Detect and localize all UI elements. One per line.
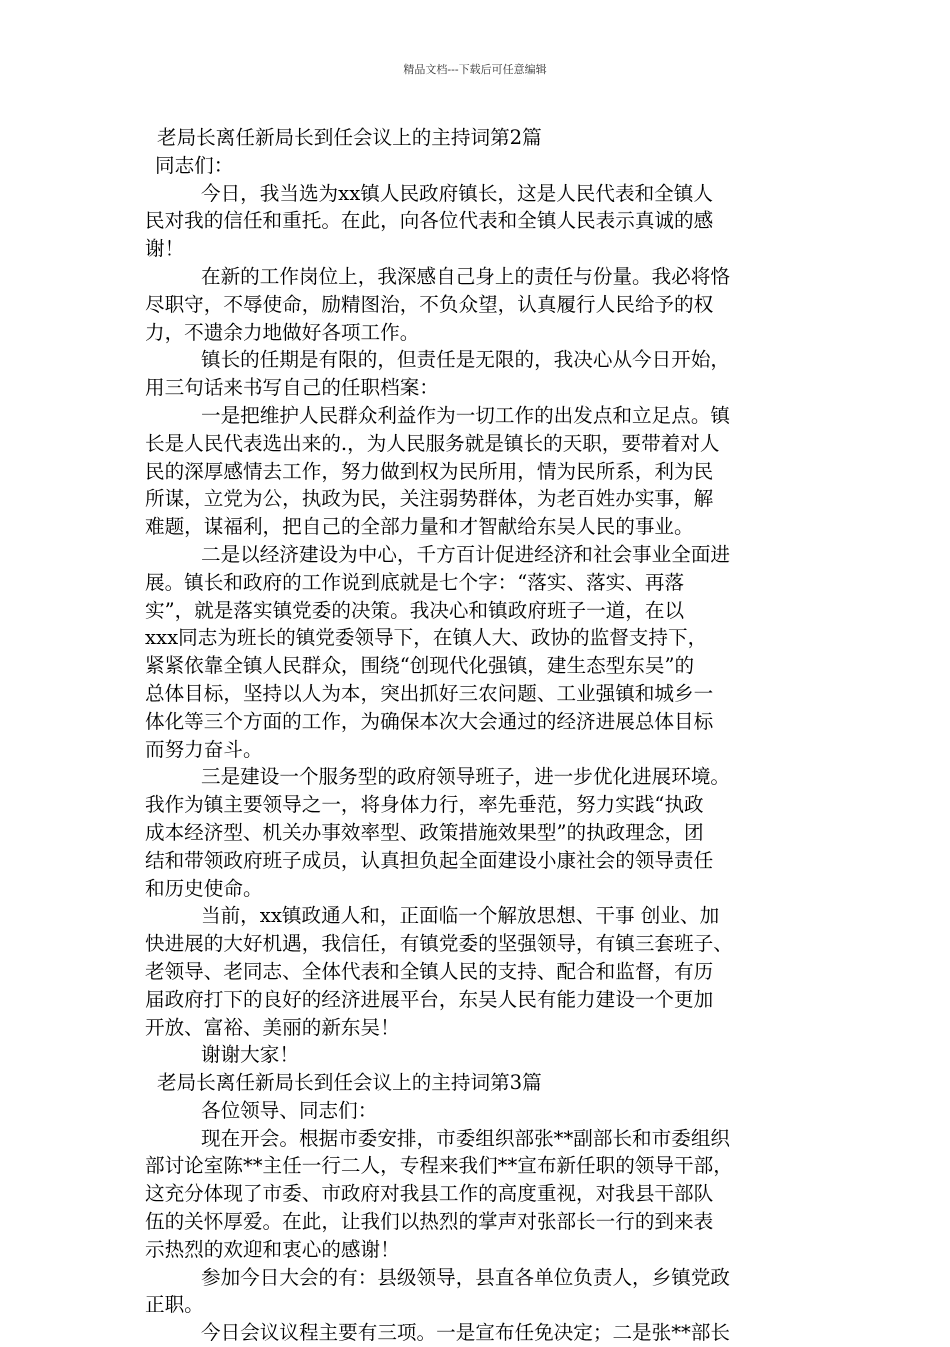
page-header: 精品文档---下载后可任意编辑 [403,63,547,76]
text-line: 当前，xx镇政通人和，正面临一个解放思想、干事 创业、加 [201,904,720,928]
text-line: 部讨论室陈**主任一行二人，专程来我们**宣布新任职的领导干部， [145,1154,733,1178]
section-heading: 老局长离任新局长到任会议上的主持词第3篇 [157,1071,542,1095]
text-line: 结和带领政府班子成员，认真担负起全面建设小康社会的领导责任 [145,848,714,872]
text-line: 用三句话来书写自己的任职档案： [145,376,439,400]
text-line: 现在开会。根据市委安排，市委组织部张**副部长和市委组织 [201,1126,731,1150]
text-line: 我作为镇主要领导之一，将身体力行，率先垂范，努力实践“执政 [145,793,704,817]
text-line: 所谋，立党为公，执政为民，关注弱势群体，为老百姓办实事，解 [145,487,714,511]
text-line: 在新的工作岗位上，我深感自己身上的责任与份量。我必将恪 [201,264,731,288]
text-line: 和历史使命。 [145,876,263,900]
text-line: 长是人民代表选出来的.，为人民服务就是镇长的天职，要带着对人 [145,431,720,455]
text-line: 今日会议议程主要有三项。一是宣布任免决定；二是张**部长 [201,1321,731,1345]
text-line: 力，不遗余力地做好各项工作。 [145,320,420,344]
text-line: 展。镇长和政府的工作说到底就是七个字：“落实、落实、再落 [145,570,685,594]
text-line: 实”，就是落实镇党委的决策。我决心和镇政府班子一道，在以 [145,598,685,622]
text-line: 届政府打下的良好的经济进展平台，东吴人民有能力建设一个更加 [145,987,714,1011]
text-line: xxx同志为班长的镇党委领导下，在镇人大、政协的监督支持下， [145,626,708,650]
text-line: 这充分体现了市委、市政府对我县工作的高度重视，对我县干部队 [145,1182,714,1206]
text-line: 谢！ [145,237,185,261]
text-line: 三是建设一个服务型的政府领导班子，进一步优化进展环境。 [201,765,731,789]
text-line: 总体目标，坚持以人为本，突出抓好三农问题、工业强镇和城乡一 [145,681,714,705]
document-body [145,124,815,1347]
text-line: 正职。 [145,1293,204,1317]
text-line: 同志们： [155,153,234,177]
text-line: 二是以经济建设为中心，千方百计促进经济和社会事业全面进 [201,542,731,566]
text-line: 参加今日大会的有：县级领导，县直各单位负责人，乡镇党政 [201,1265,731,1289]
text-line: 而努力奋斗。 [145,737,263,761]
text-line: 今日，我当选为xx镇人民政府镇长，这是人民代表和全镇人 [201,181,713,205]
text-line: 尽职守，不辱使命，励精图治，不负众望，认真履行人民给予的权 [145,292,714,316]
text-line: 民对我的信任和重托。在此，向各位代表和全镇人民表示真诚的感 [145,209,714,233]
text-line: 快进展的大好机遇，我信任，有镇党委的坚强领导，有镇三套班子、 [145,932,733,956]
section-heading: 老局长离任新局长到任会议上的主持词第2篇 [157,126,542,149]
text-line: 成本经济型、机关办事效率型、政策措施效果型”的执政理念，团 [145,820,704,844]
text-line: 示热烈的欢迎和衷心的感谢！ [145,1237,400,1261]
text-line: 伍的关怀厚爱。在此，让我们以热烈的掌声对张部长一行的到来表 [145,1210,714,1234]
text-line: 体化等三个方面的工作，为确保本次大会通过的经济进展总体目标 [145,709,714,733]
text-line: 一是把维护人民群众利益作为一切工作的出发点和立足点。镇 [201,403,731,427]
text-line: 镇长的任期是有限的，但责任是无限的，我决心从今日开始， [201,348,731,372]
text-line: 开放、富裕、美丽的新东吴！ [145,1015,400,1039]
text-line: 谢谢大家！ [201,1043,299,1067]
text-line: 难题，谋福利，把自己的全部力量和才智献给东吴人民的事业。 [145,515,694,539]
text-line: 老领导、老同志、全体代表和全镇人民的支持、配合和监督，有历 [145,959,714,983]
text-line: 民的深厚感情去工作，努力做到权为民所用，情为民所系，利为民 [145,459,714,483]
text-line: 紧紧依靠全镇人民群众，围绕“创现代化强镇，建生态型东吴”的 [145,654,695,678]
text-line: 各位领导、同志们： [201,1098,378,1122]
